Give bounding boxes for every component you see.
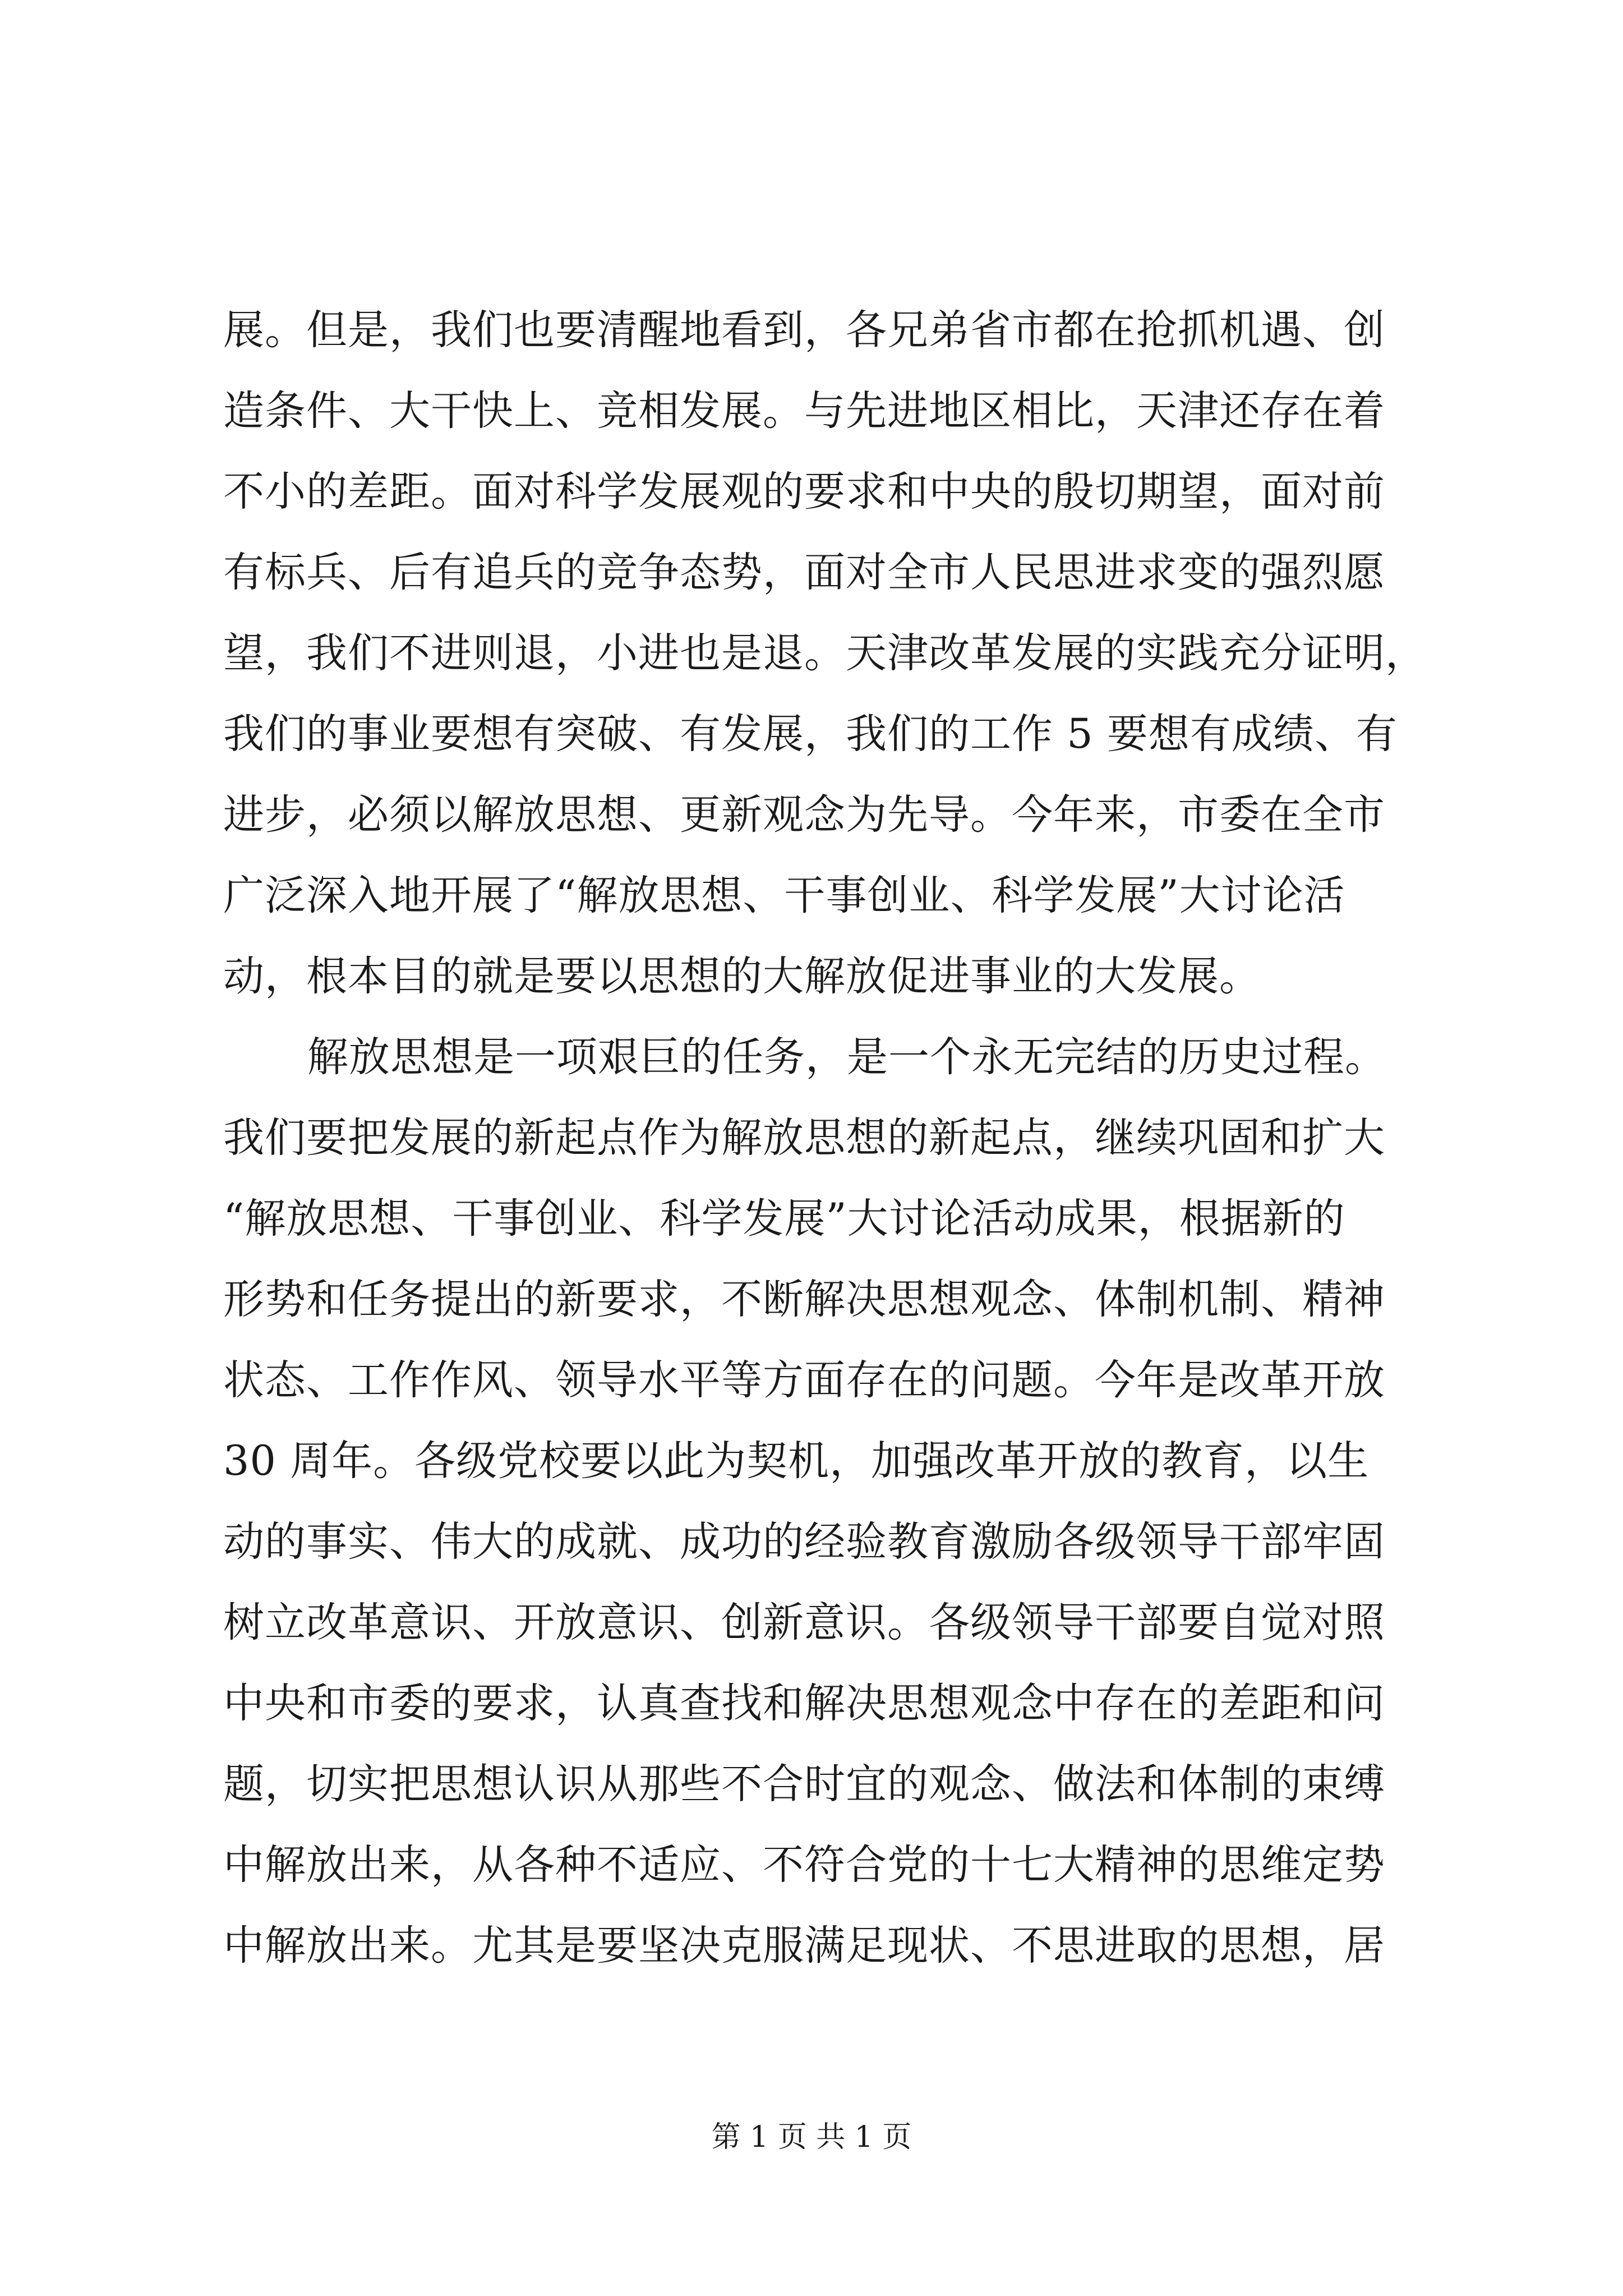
text-line-1: 展。但是，我们也要清醒地看到，各兄弟省市都在抢抓机遇、创 [223, 306, 1385, 354]
text-line-5: 望，我们不进则退，小进也是退。天津改革发展的实践充分证明， [223, 629, 1427, 677]
text-line-11: 我们要把发展的新起点作为解放思想的新起点，继续巩固和扩大 [223, 1114, 1385, 1162]
text-line-7: 进步，必须以解放思想、更新观念为先导。今年来，市委在全市 [223, 791, 1385, 839]
paragraph-2-first-line: 解放思想是一项艰巨的任务，是一个永无完结的历史过程。 [307, 1033, 1386, 1081]
text-line-2: 造条件、大干快上、竞相发展。与先进地区相比，天津还存在着 [223, 387, 1385, 435]
text-line-13: 形势和任务提出的新要求，不断解决思想观念、体制机制、精神 [223, 1276, 1385, 1323]
text-line-19: 题，切实把思想认识从那些不合时宜的观念、做法和体制的束缚 [223, 1760, 1385, 1808]
text-line-16: 动的事实、伟大的成就、成功的经验教育激励各级领导干部牢固 [223, 1518, 1385, 1566]
text-line-15: 30 周年。各级党校要以此为契机，加强改革开放的教育，以生 [223, 1437, 1370, 1485]
text-line-9: 动，根本目的就是要以思想的大解放促进事业的大发展。 [223, 953, 1261, 1000]
text-line-3: 不小的差距。面对科学发展观的要求和中央的殷切期望，面对前 [223, 468, 1385, 516]
text-line-21: 中解放出来。尤其是要坚决克服满足现状、不思进取的思想，居 [223, 1922, 1385, 1970]
text-line-6: 我们的事业要想有突破、有发展，我们的工作 5 要想有成绩、有 [223, 710, 1398, 758]
text-line-17: 树立改革意识、开放意识、创新意识。各级领导干部要自觉对照 [223, 1599, 1385, 1646]
page-footer: 第 1 页 共 1 页 [711, 2120, 912, 2154]
text-line-18: 中央和市委的要求，认真查找和解决思想观念中存在的差距和问 [223, 1680, 1385, 1727]
text-line-12: “解放思想、干事创业、科学发展”大讨论活动成果，根据新的 [223, 1195, 1345, 1243]
text-line-8: 广泛深入地开展了“解放思想、干事创业、科学发展”大讨论活 [223, 872, 1345, 919]
text-line-4: 有标兵、后有追兵的竞争态势，面对全市人民思进求变的强烈愿 [223, 549, 1385, 596]
text-line-14: 状态、工作作风、领导水平等方面存在的问题。今年是改革开放 [223, 1356, 1385, 1404]
text-line-20: 中解放出来，从各种不适应、不符合党的十七大精神的思维定势 [223, 1841, 1385, 1889]
